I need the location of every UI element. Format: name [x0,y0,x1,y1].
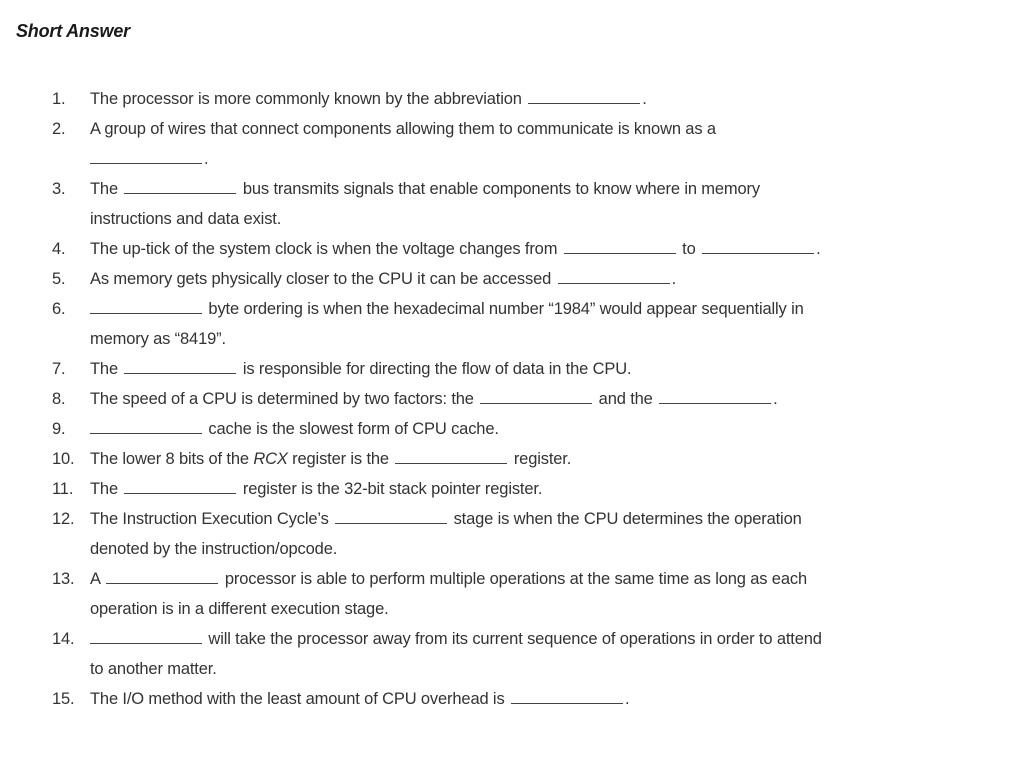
question-fragment: The [90,480,123,498]
answer-blank[interactable] [511,685,623,704]
question-fragment: register. [509,450,572,468]
question-fragment: will take the processor away from its current sequence of operations in order to attend [204,630,822,648]
question-fragment: A group of wires that connect components allowing them to communicate is known as a [90,120,716,138]
question-fragment: . [624,690,630,708]
question-text [90,90,647,108]
answer-blank[interactable] [564,235,676,254]
question-number: 1. [52,90,66,108]
question-fragment: The [90,360,123,378]
question-fragment: register is the [287,450,394,468]
question-text [90,240,821,258]
answer-blank[interactable] [124,355,236,374]
question-item [52,384,992,414]
question-item [52,624,992,684]
question-fragment: processor is able to perform multiple operations at the same time as long as each [220,570,807,588]
question-text [90,120,716,168]
question-item [52,354,992,384]
question-fragment: instructions and data exist. [90,210,282,228]
question-text [90,360,631,378]
question-number: 15. [52,690,75,708]
question-number: 2. [52,120,66,138]
answer-blank[interactable] [702,235,814,254]
question-text [90,390,778,408]
question-fragment: bus transmits signals that enable components to know where in memory [238,180,760,198]
question-number: 13. [52,570,75,588]
question-item [52,474,992,504]
answer-blank[interactable] [528,85,640,104]
question-fragment: operation is in a different execution stage. [90,600,389,618]
question-number: 14. [52,630,75,648]
question-fragment: . [204,150,209,168]
answer-blank[interactable] [90,415,202,434]
register-name: RCX [253,450,288,468]
question-number: 7. [52,360,66,378]
question-number: 8. [52,390,66,408]
question-item [52,294,992,354]
question-item [52,264,992,294]
question-fragment: memory as “8419”. [90,330,226,348]
answer-blank[interactable] [90,625,202,644]
question-text [90,570,807,618]
answer-blank[interactable] [335,505,447,524]
question-fragment: The lower 8 bits of the [90,450,254,468]
question-fragment: . [816,240,821,258]
question-fragment: byte ordering is when the hexadecimal number “1984” would appear sequentially in [204,300,804,318]
answer-blank[interactable] [659,385,771,404]
question-text [90,180,760,228]
question-fragment: The speed of a CPU is determined by two factors: the [90,390,479,408]
question-fragment: As memory gets physically closer to the CPU it can be accessed [90,270,556,288]
question-number: 3. [52,180,66,198]
question-text [90,630,822,678]
answer-blank[interactable] [124,475,236,494]
question-fragment: The [90,180,123,198]
question-number: 10. [52,450,75,468]
question-text [90,450,571,468]
question-list [52,84,992,714]
answer-blank[interactable] [124,175,236,194]
question-text [90,420,499,438]
answer-blank[interactable] [480,385,592,404]
question-fragment: . [671,270,677,288]
question-text [90,270,676,288]
question-fragment: register is the 32-bit stack pointer register. [238,480,543,498]
question-fragment: cache is the slowest form of CPU cache. [204,420,499,438]
answer-blank[interactable] [395,445,507,464]
question-fragment: The processor is more commonly known by the abbreviation [90,90,527,108]
question-item [52,174,992,234]
question-item [52,444,992,474]
question-item [52,414,992,444]
question-fragment: to [677,240,701,258]
question-number: 5. [52,270,66,288]
question-item [52,234,992,264]
question-number: 12. [52,510,75,528]
question-item [52,564,992,624]
question-fragment: . [642,90,647,108]
answer-blank[interactable] [90,145,202,164]
question-fragment: is responsible for directing the flow of data in the CPU. [238,360,632,378]
question-fragment: to another matter. [90,660,217,678]
section-heading: Short Answer [16,21,130,41]
question-number: 4. [52,240,66,258]
question-text [90,480,542,498]
question-fragment: The I/O method with the least amount of CPU overhead is [90,690,509,708]
question-item [52,684,992,714]
question-text [90,690,629,708]
question-fragment: denoted by the instruction/opcode. [90,540,338,558]
question-fragment: The Instruction Execution Cycle’s [90,510,334,528]
question-number: 11. [52,480,74,498]
answer-blank[interactable] [90,295,202,314]
question-number: 6. [52,300,66,318]
answer-blank[interactable] [106,565,218,584]
answer-blank[interactable] [558,265,670,284]
question-fragment: A [90,570,105,588]
question-fragment: The up-tick of the system clock is when the voltage changes from [90,240,562,258]
question-number: 9. [52,420,66,438]
question-fragment: . [773,390,778,408]
question-text [90,510,802,558]
question-item [52,114,992,174]
question-fragment: and the [594,390,658,408]
question-text [90,300,804,348]
question-item [52,84,992,114]
question-fragment: stage is when the CPU determines the operation [449,510,802,528]
question-item [52,504,992,564]
